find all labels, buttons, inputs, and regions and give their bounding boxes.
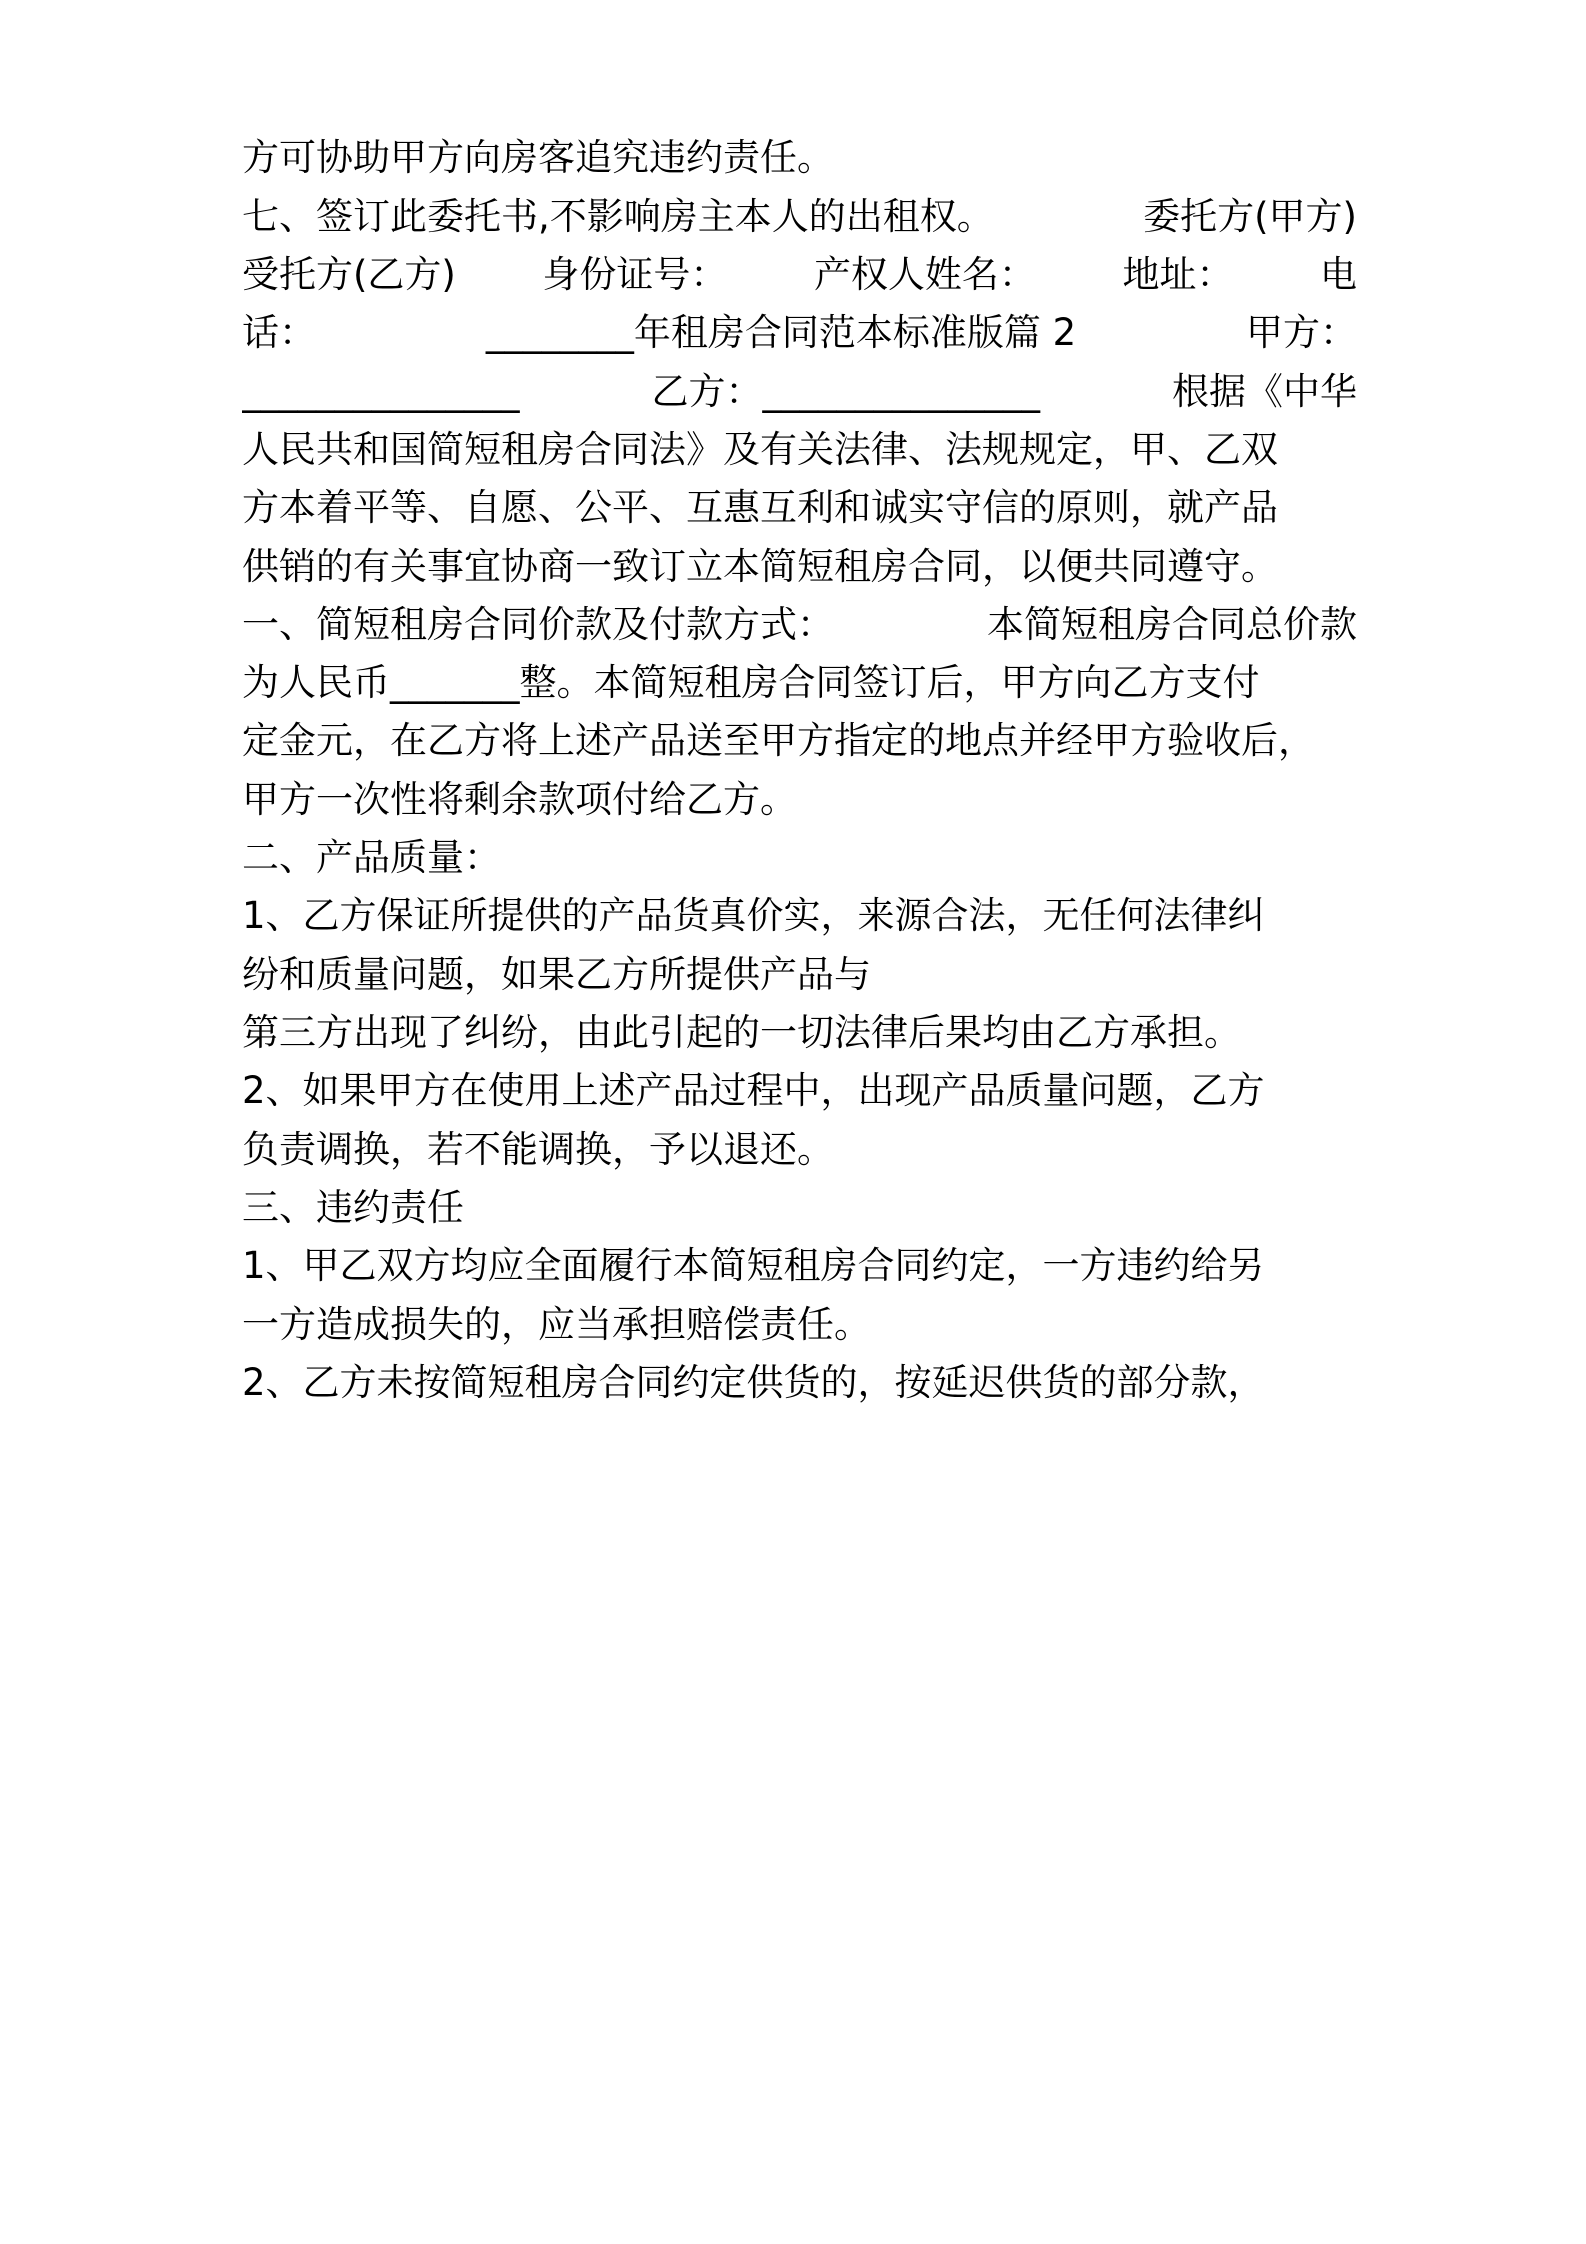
text-segment: 电 — [1320, 253, 1357, 296]
text-line: 定金元，在乙方将上述产品送至甲方指定的地点并经甲方验收后， — [242, 719, 1315, 762]
text-line: 1、甲乙双方均应全面履行本简短租房合同约定，一方违约给另 — [242, 1244, 1265, 1287]
text-line: 第三方出现了纠纷，由此引起的一切法律后果均由乙方承担。 — [242, 1011, 1241, 1054]
text-segment: 身份证号： — [542, 253, 728, 296]
section-heading: 二、产品质量： — [242, 836, 501, 879]
text-segment: 根据《中华 — [1172, 370, 1357, 413]
text-segment: 甲方： — [1246, 311, 1357, 354]
text-segment: 本简短租房合同总价款 — [987, 603, 1357, 646]
text-line: 1、乙方保证所提供的产品货真价实，来源合法，无任何法律纠 — [242, 894, 1265, 937]
text-segment: 话： — [242, 311, 316, 354]
text-line: 供销的有关事宜协商一致订立本简短租房合同，以便共同遵守。 — [242, 545, 1278, 588]
text-line: 方本着平等、自愿、公平、互惠互利和诚实守信的原则，就产品 — [242, 486, 1278, 529]
text-segment: 地址： — [1122, 253, 1234, 296]
text-segment: 委托方(甲方) — [1143, 195, 1357, 238]
text-line: 一方造成损失的，应当承担赔偿责任。 — [242, 1303, 871, 1346]
text-line: 甲方一次性将剩余款项付给乙方。 — [242, 778, 797, 821]
text-line: 2、乙方未按简短租房合同约定供货的，按延迟供货的部分款， — [242, 1361, 1265, 1404]
text-line: 方可协助甲方向房客追究违约责任。 — [242, 136, 834, 179]
text-segment: 乙方：_______________ — [651, 370, 1040, 413]
text-line: 2、如果甲方在使用上述产品过程中，出现产品质量问题，乙方 — [242, 1069, 1265, 1112]
text-line: 纷和质量问题，如果乙方所提供产品与 — [242, 953, 871, 996]
text-segment: ________年租房合同范本标准版篇 2 — [485, 311, 1077, 354]
text-line: 负责调换，若不能调换，予以退还。 — [242, 1128, 834, 1171]
section-heading: 三、违约责任 — [242, 1186, 464, 1229]
text-segment: 七、签订此委托书,不影响房主本人的出租权。 — [242, 195, 994, 238]
text-line: 人民共和国简短租房合同法》及有关法律、法规规定，甲、乙双 — [242, 428, 1278, 471]
text-segment: 一、简短租房合同价款及付款方式： — [242, 603, 834, 646]
text-segment: 产权人姓名： — [813, 253, 1036, 296]
text-segment: _______________ — [242, 370, 520, 413]
text-line: 为人民币_______整。本简短租房合同签订后，甲方向乙方支付 — [242, 661, 1260, 704]
text-segment: 受托方(乙方) — [242, 253, 456, 296]
